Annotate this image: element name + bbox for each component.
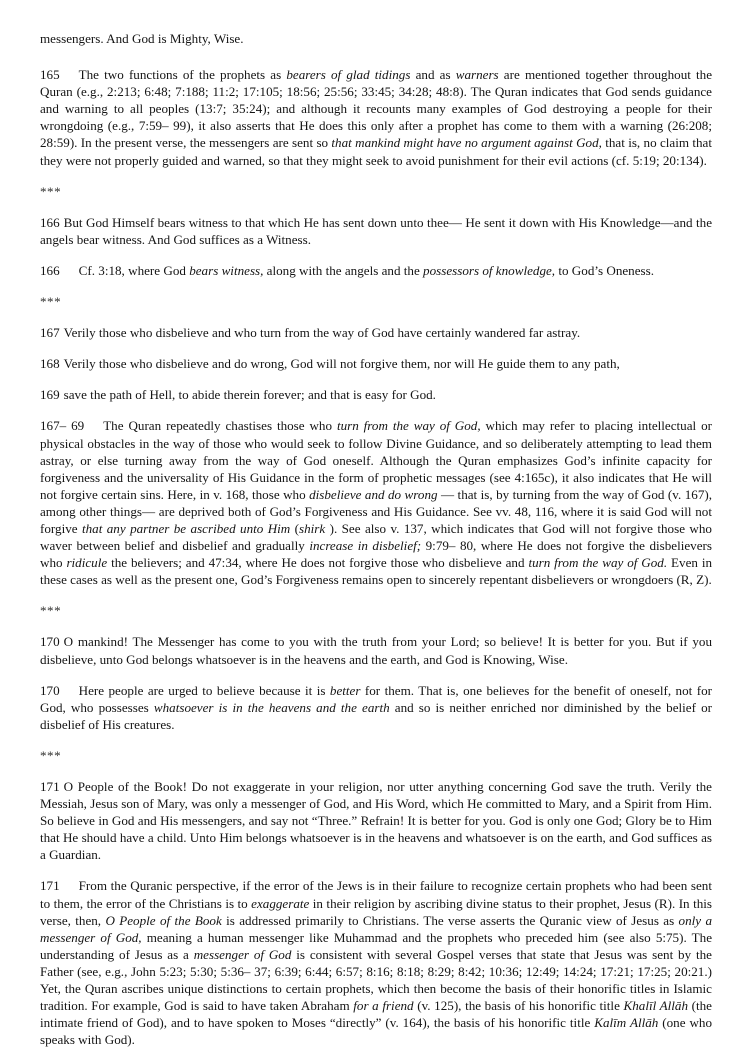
text-run: that is, no claim that they were not properly guided and warned, so that they might seek to avoid punishment for their evil actions (cf. 5:19; 20:134). <box>40 135 712 168</box>
text-run: along with the angels and the <box>263 262 424 278</box>
paragraph-body <box>40 67 712 167</box>
text-run: Here people are urged to believe because it is <box>78 682 330 698</box>
paragraph-body <box>40 634 712 666</box>
italic-phrase: for a friend <box>353 998 414 1014</box>
commentary-171 <box>40 877 712 1048</box>
text-run: and so is neither enriched nor diminished by the belief or disbelief of His creatures. <box>40 699 712 732</box>
number-body-gap <box>60 262 79 279</box>
italic-phrase: only a messenger of God, <box>40 912 712 945</box>
text-run: to God’s Oneness. <box>555 262 655 278</box>
number-body-gap <box>60 66 79 83</box>
number-body-gap <box>60 877 79 894</box>
text-run: The Quran repeatedly chastises those who <box>103 418 337 434</box>
verse-169 <box>40 386 712 403</box>
text-run: for them. That is, one believes for the benefit of oneself, not for God, who possesses <box>40 682 712 715</box>
paragraph-body <box>79 263 654 278</box>
commentary-number: 165 <box>40 67 60 83</box>
text-run: in their religion by ascribing divine status to their prophet, Jesus (R). In this verse, then, <box>40 895 712 928</box>
text-run: But God Himself bears witness to that which He has sent down unto thee— He sent it down with His Knowledge—and the angels bear witness. And God suffices as a Witness. <box>40 214 712 247</box>
text-run: O mankind! The Messenger has come to you with the truth from your Lord; so believe! It is better for you. But if you disbelieve, unto God belongs whatsoever is in the heavens and the earth, and God is Knowing, Wise. <box>40 634 712 667</box>
text-run: From the Quranic perspective, if the error of the Jews is in their failure to recognize certain prophets who had been sent to them, the error of the Christians is to <box>40 878 712 911</box>
paragraph-body <box>40 683 712 732</box>
italic-phrase: O People of the Book <box>105 912 222 928</box>
italic-phrase: whatsoever is in the heavens and the earth <box>153 699 390 715</box>
italic-phrase: increase in disbelief; <box>309 538 422 554</box>
text-run: Verily those who disbelieve and who turn from the way of God have certainly wandered far astray. <box>63 325 581 341</box>
section-divider-3: *** <box>40 603 62 619</box>
italic-phrase: turn from the way of God, <box>336 418 481 434</box>
commentary-167-69 <box>40 417 712 588</box>
section-divider-4: *** <box>40 747 62 763</box>
commentary-number: 171 <box>40 878 60 894</box>
verse-number: 166 <box>40 214 60 230</box>
continuation-text <box>40 30 712 47</box>
paragraph-body <box>40 878 712 1047</box>
text-run: Verily those who disbelieve and do wrong, God will not forgive them, nor will He guide them to any path, <box>63 356 620 372</box>
italic-phrase: exaggerate <box>251 895 310 911</box>
verse-number: 168 <box>40 356 60 372</box>
text-run: (one who speaks with God). <box>40 1015 712 1048</box>
italic-phrase: Khalīl Allāh <box>623 998 689 1014</box>
italic-phrase: better <box>329 682 361 698</box>
italic-phrase: warners <box>455 67 499 83</box>
text-run: meaning a human messenger like Muhammad and the prophets who preceded him (see also 5:75). The understanding of Jesus as a <box>40 929 712 962</box>
text-run: is addressed primarily to Christians. The verse asserts the Quranic view of Jesus as <box>221 912 679 928</box>
text-run: — that is, by turning from the way of God (v. 167), among other things— are deprived both of God’s Forgiveness and His Guidance. See vv. 48, 116, where it is said God will not forgive <box>40 486 712 536</box>
section-divider-2: *** <box>40 294 62 310</box>
paragraph-body <box>40 779 712 862</box>
commentary-166 <box>40 262 712 279</box>
italic-phrase: possessors of knowledge, <box>423 262 556 278</box>
text-run: the believers; and 47:34, where He does not forgive those who disbelieve and <box>107 555 529 571</box>
text-run: O People of the Book! Do not exaggerate in your religion, nor utter anything concerning God save the truth. Verily the Messiah, Jesus son of Mary, was only a messenger of God, and His Word, which He committed to Mary, and a Spirit from Him. So believe in God and His messengers, and say not “Three.” Refrain! It is better for you. God is only one God; Glory be to Him that He should have a child. Unto Him belongs whatsoever is in the heavens and whatsoever is on the earth, and God suffices as a Guardian. <box>40 779 712 863</box>
section-divider-1: *** <box>40 183 62 199</box>
commentary-165 <box>40 66 712 169</box>
text-run: ( <box>290 520 300 536</box>
number-body-gap <box>84 417 103 434</box>
verse-170 <box>40 633 712 667</box>
commentary-170 <box>40 682 712 733</box>
text-run: messengers. And God is Mighty, Wise. <box>40 31 244 46</box>
italic-phrase: that any partner be ascribed unto Him <box>81 520 291 536</box>
paragraph-body <box>40 418 712 587</box>
italic-phrase: Kalīm Allāh <box>594 1015 659 1031</box>
italic-phrase: bears witness, <box>189 262 264 278</box>
verse-166 <box>40 214 712 248</box>
italic-phrase: ridicule <box>66 555 108 571</box>
commentary-number: 167– 69 <box>40 418 85 434</box>
commentary-number: 166 <box>40 262 60 278</box>
text-run: ). See also v. 137, which indicates that God will not forgive those who waver between belief and disbelief and gradually <box>40 520 712 554</box>
paragraph-body <box>64 356 620 371</box>
text-run: The two functions of the prophets as <box>78 67 287 83</box>
page-content <box>40 30 712 1048</box>
paragraph-body <box>40 31 244 46</box>
verse-167 <box>40 324 712 341</box>
commentary-number: 170 <box>40 682 60 698</box>
text-run: 9:79– 80, where He does not forgive the disbelievers who <box>40 538 712 571</box>
verse-171 <box>40 778 712 863</box>
italic-phrase: that mankind might have no argument against God, <box>331 135 602 151</box>
text-run: which may refer to placing intellectual or physical obstacles in the way of those who would seek to follow Divine Guidance, and so deliberately attempting to lead them astray, or else turning away from the way of God oneself. Although the Quran emphasizes God’s infinite capacity for forgiveness and the universality of His Guidance in the form of prophetic messages (see 4:165c), it also indicates that He will not forgive certain sins. Here, in v. 168, those who <box>40 418 712 502</box>
text-run: and as <box>410 67 456 83</box>
verse-number: 171 <box>40 779 60 794</box>
italic-phrase: bearers of glad tidings <box>286 67 411 83</box>
text-run: save the path of Hell, to abide therein forever; and that is easy for God. <box>63 387 436 403</box>
paragraph-body <box>64 387 436 402</box>
italic-phrase: shirk <box>299 520 326 536</box>
text-run: are mentioned together throughout the Quran (e.g., 2:213; 6:48; 7:188; 11:2; 17:105; 18:56; 25:56; 33:45; 34:28; 48:8). The Quran indicates that God sends guidance and warning to all peoples (13:7; 35:24); and although it recounts many examples of God destroying a people for their wrongdoing (e.g., 7:59– 99), it also asserts that He does this only after a prophet has come to them with a warning (26:208; 28:59). In the present verse, the messengers are sent so <box>40 67 713 151</box>
italic-phrase: messenger of God <box>193 946 292 962</box>
verse-168 <box>40 355 712 372</box>
verse-number: 170 <box>40 634 60 650</box>
verse-number: 169 <box>40 387 60 403</box>
text-run: Cf. 3:18, where God <box>78 262 190 278</box>
text-run: is consistent with several Gospel verses that state that Jesus was sent by the Father (see, e.g., John 5:23; 5:30; 5:36– 37; 6:39; 6:44; 6:57; 8:16; 8:18; 8:29; 8:42; 10:36; 12:49; 14:24; 17:21; 17:25; 20:21.) Yet, the Quran ascribes unique distinctions to certain prophets, which then become the basis of their honorific titles in Islamic tradition. For example, God is said to have taken Abraham <box>40 946 712 1014</box>
paragraph-body <box>40 215 712 247</box>
italic-phrase: turn from the way of God. <box>528 555 668 571</box>
text-run: Even in these cases as well as the present one, God’s Forgiveness remains open to sincerely repentant disbelievers or wrongdoers (R, Z). <box>40 555 713 588</box>
paragraph-body <box>64 325 581 340</box>
italic-phrase: disbelieve and do wrong <box>309 486 438 502</box>
text-run: (the intimate friend of God), and to have spoken to Moses “directly” (v. 164), the basis of his honorific title <box>40 998 712 1031</box>
text-run: (v. 125), the basis of his honorific title <box>413 998 624 1014</box>
number-body-gap <box>60 682 79 699</box>
verse-number: 167 <box>40 325 60 341</box>
